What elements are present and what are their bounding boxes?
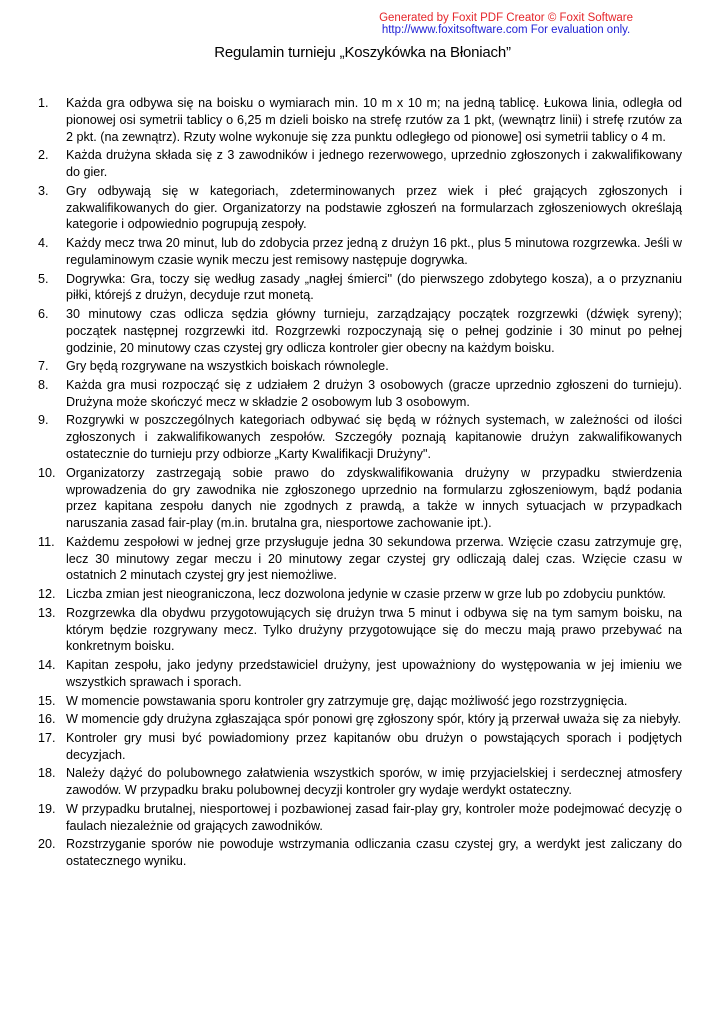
rule-item-16	[38, 711, 682, 728]
foxit-watermark	[379, 12, 633, 36]
rule-item-20	[38, 836, 682, 870]
rule-number: 11.	[38, 534, 55, 549]
rule-number: 20.	[38, 837, 56, 852]
rule-text: W przypadku brutalnej, niesportowej i pozbawionej zasad fair-play gry, kontroler może podejmować decyzję o faulach niezależnie od grających zawodników.	[66, 801, 682, 833]
rule-item-3	[38, 183, 682, 233]
rules-list	[38, 95, 682, 872]
rule-item-6	[38, 306, 682, 356]
rule-number: 2.	[38, 148, 49, 163]
rule-item-5	[38, 271, 682, 305]
rule-text: Każda drużyna składa się z 3 zawodników i jednego rezerwowego, uprzednio zgłoszonych i zakwalifikowany do gier.	[66, 148, 682, 180]
rule-item-7	[38, 358, 682, 375]
rule-number: 9.	[38, 413, 49, 428]
rule-text: Każda gra odbywa się na boisku o wymiarach min. 10 m x 10 m; na jedną tablicę. Łukowa linia, odległa od pionowej osi symetrii tablicy o 6,25 m dzieli boisko na strefę rzutów za 1 pkt, (wewnątrz linii) i strefę rzutów za 2 pkt. (na zewnątrz). Rzuty wolne wykonuje się zza punktu odległego od pionowe] osi symetrii tablicy o 4 m.	[66, 96, 682, 144]
rule-text: Organizatorzy zastrzegają sobie prawo do zdyskwalifikowania drużyny w przypadku stwierdzenia wprowadzenia do gry zawodnika nie zgłoszonego uprzednio na formularzu zgłoszeniowym, bądź podania przez kapitana zespołu danych nie zgodnych z prawdą, a także w innych sytuacjach w przypadkach naruszania zasad fair-play (m.in. brutalna gra, niesportowe zachowanie ipt.).	[66, 465, 682, 531]
rule-text: Rozgrzewka dla obydwu przygotowujących się drużyn trwa 5 minut i odbywa się na tym samym boisku, na którym będzie rozgrywany mecz. Tylko drużyny przygotowujące się do meczu mają prawo przebywać na konkretnym boisku.	[66, 605, 682, 654]
rule-item-4	[38, 235, 682, 269]
rule-item-12	[38, 586, 682, 603]
rule-text: Każdemu zespołowi w jednej grze przysługuje jedna 30 sekundowa przerwa. Wzięcie czasu zatrzymuje grę, lecz 30 minutowy zegar meczu i 20 minutowy zegar czystej gry odliczają dalej czas. Wzięcie czasu w ostatnich 2 minutach czystej gry jest niemożliwe.	[66, 534, 682, 583]
rule-number: 6.	[38, 307, 49, 322]
rule-number: 12.	[38, 587, 56, 602]
rule-text: Gry będą rozgrywane na wszystkich boiskach równolegle.	[66, 359, 389, 374]
rule-item-14	[38, 657, 682, 691]
document-title: Regulamin turnieju „Koszykówka na Błoniach”	[214, 44, 511, 61]
rule-item-19	[38, 801, 682, 835]
watermark-line-1: Generated by Foxit PDF Creator © Foxit Software	[379, 12, 633, 24]
rule-item-2	[38, 147, 682, 181]
rule-text: Kontroler gry musi być powiadomiony przez kapitanów obu drużyn o powstających sporach i podjętych decyzjach.	[66, 730, 682, 762]
rule-number: 14.	[38, 658, 56, 673]
rule-item-8	[38, 377, 682, 411]
rule-text: Liczba zmian jest nieograniczona, lecz dozwolona jedynie w czasie przerw w grze lub po zdobyciu punktów.	[66, 587, 666, 602]
rule-text: Każda gra musi rozpocząć się z udziałem 2 drużyn 3 osobowych (gracze uprzednio zgłoszeni do turnieju). Drużyna może skończyć mecz w składzie 2 osobowym lub 3 osobowym.	[66, 377, 682, 409]
rule-item-17	[38, 730, 682, 764]
rule-number: 8.	[38, 377, 49, 392]
rule-number: 17.	[38, 730, 56, 745]
rule-text: Należy dążyć do polubownego załatwienia wszystkich sporów, w imię przyjacielskiej i serdecznej atmosfery zawodów. W przypadku braku polubownej decyzji kontroler gry wydaje werdykt ostateczny.	[66, 766, 682, 798]
rule-number: 19.	[38, 801, 56, 816]
rule-text: W momencie gdy drużyna zgłaszająca spór ponowi grę zgłoszony spór, który ją przerwał uważa się za niebyły.	[66, 712, 682, 727]
rule-text: W momencie powstawania sporu kontroler gry zatrzymuje grę, dając możliwość jego rozstrzygnięcia.	[66, 693, 628, 708]
rule-item-18	[38, 765, 682, 799]
rule-text: Gry odbywają się w kategoriach, zdeterminowanych przez wiek i płeć grających zgłoszonych i zakwalifikowanych do gier. Organizatorzy na podstawie zgłoszeń na formularzach zgłoszeniowych określają kategorie i odpowiednio pogrupują zespoły.	[66, 183, 682, 232]
rule-number: 15.	[38, 693, 56, 708]
watermark-line-2: http://www.foxitsoftware.com For evaluation only.	[381, 24, 631, 36]
rule-text: Rozgrywki w poszczególnych kategoriach odbywać się będą w różnych systemach, w zależności od ilości zgłoszonych i zakwalifikowanych zespołów. Szczegóły poznają kapitanowie drużyn zakwalifikowanych ostatecznie do turnieju przy odbiorze „Karty Kwalifikacji Drużyny".	[66, 413, 682, 462]
rule-number: 13.	[38, 605, 56, 620]
rule-item-10	[38, 465, 682, 532]
rule-number: 7.	[38, 359, 49, 374]
rule-item-15	[38, 693, 682, 710]
rule-number: 1.	[38, 96, 49, 110]
rule-number: 3.	[38, 183, 49, 198]
rule-number: 4.	[38, 236, 49, 251]
rule-text: Dogrywka: Gra, toczy się według zasady „nagłej śmierci'' (do pierwszego zdobytego kosza), a o przyznaniu piłki, którejś z drużyn, decyduje rzut monetą.	[66, 271, 682, 303]
rule-item-9	[38, 412, 682, 462]
rule-number: 18.	[38, 766, 56, 781]
rule-number: 5.	[38, 271, 49, 286]
rule-text: Każdy mecz trwa 20 minut, lub do zdobycia przez jedną z drużyn 16 pkt., plus 5 minutowa rozgrzewka. Jeśli w regulaminowym czasie wynik meczu jest remisowy następuje dogrywka.	[66, 236, 682, 267]
rule-item-11	[38, 534, 682, 584]
rule-number: 10.	[38, 465, 56, 480]
rule-item-1	[38, 95, 682, 145]
rule-text: Kapitan zespołu, jako jedyny przedstawiciel drużyny, jest upoważniony do występowania w jej imieniu we wszystkich sprawach i sporach.	[66, 658, 682, 689]
rule-item-13	[38, 605, 682, 655]
rule-text: Rozstrzyganie sporów nie powoduje wstrzymania odliczania czasu czystej gry, a werdykt jest zaliczany do ostatecznego wyniku.	[66, 837, 682, 869]
rule-text: 30 minutowy czas odlicza sędzia główny turnieju, zarządzający początek rozgrzewki (dźwięk syreny); początek następnej rozgrzewki itd. Rozgrzewki rozpoczynają się o pełnej godzinie i 30 minut po pełnej godzinie, 20 minutowy czas czystej gry odlicza kontroler gier obecny na każdym boisku.	[66, 307, 682, 355]
rule-number: 16.	[38, 712, 56, 727]
